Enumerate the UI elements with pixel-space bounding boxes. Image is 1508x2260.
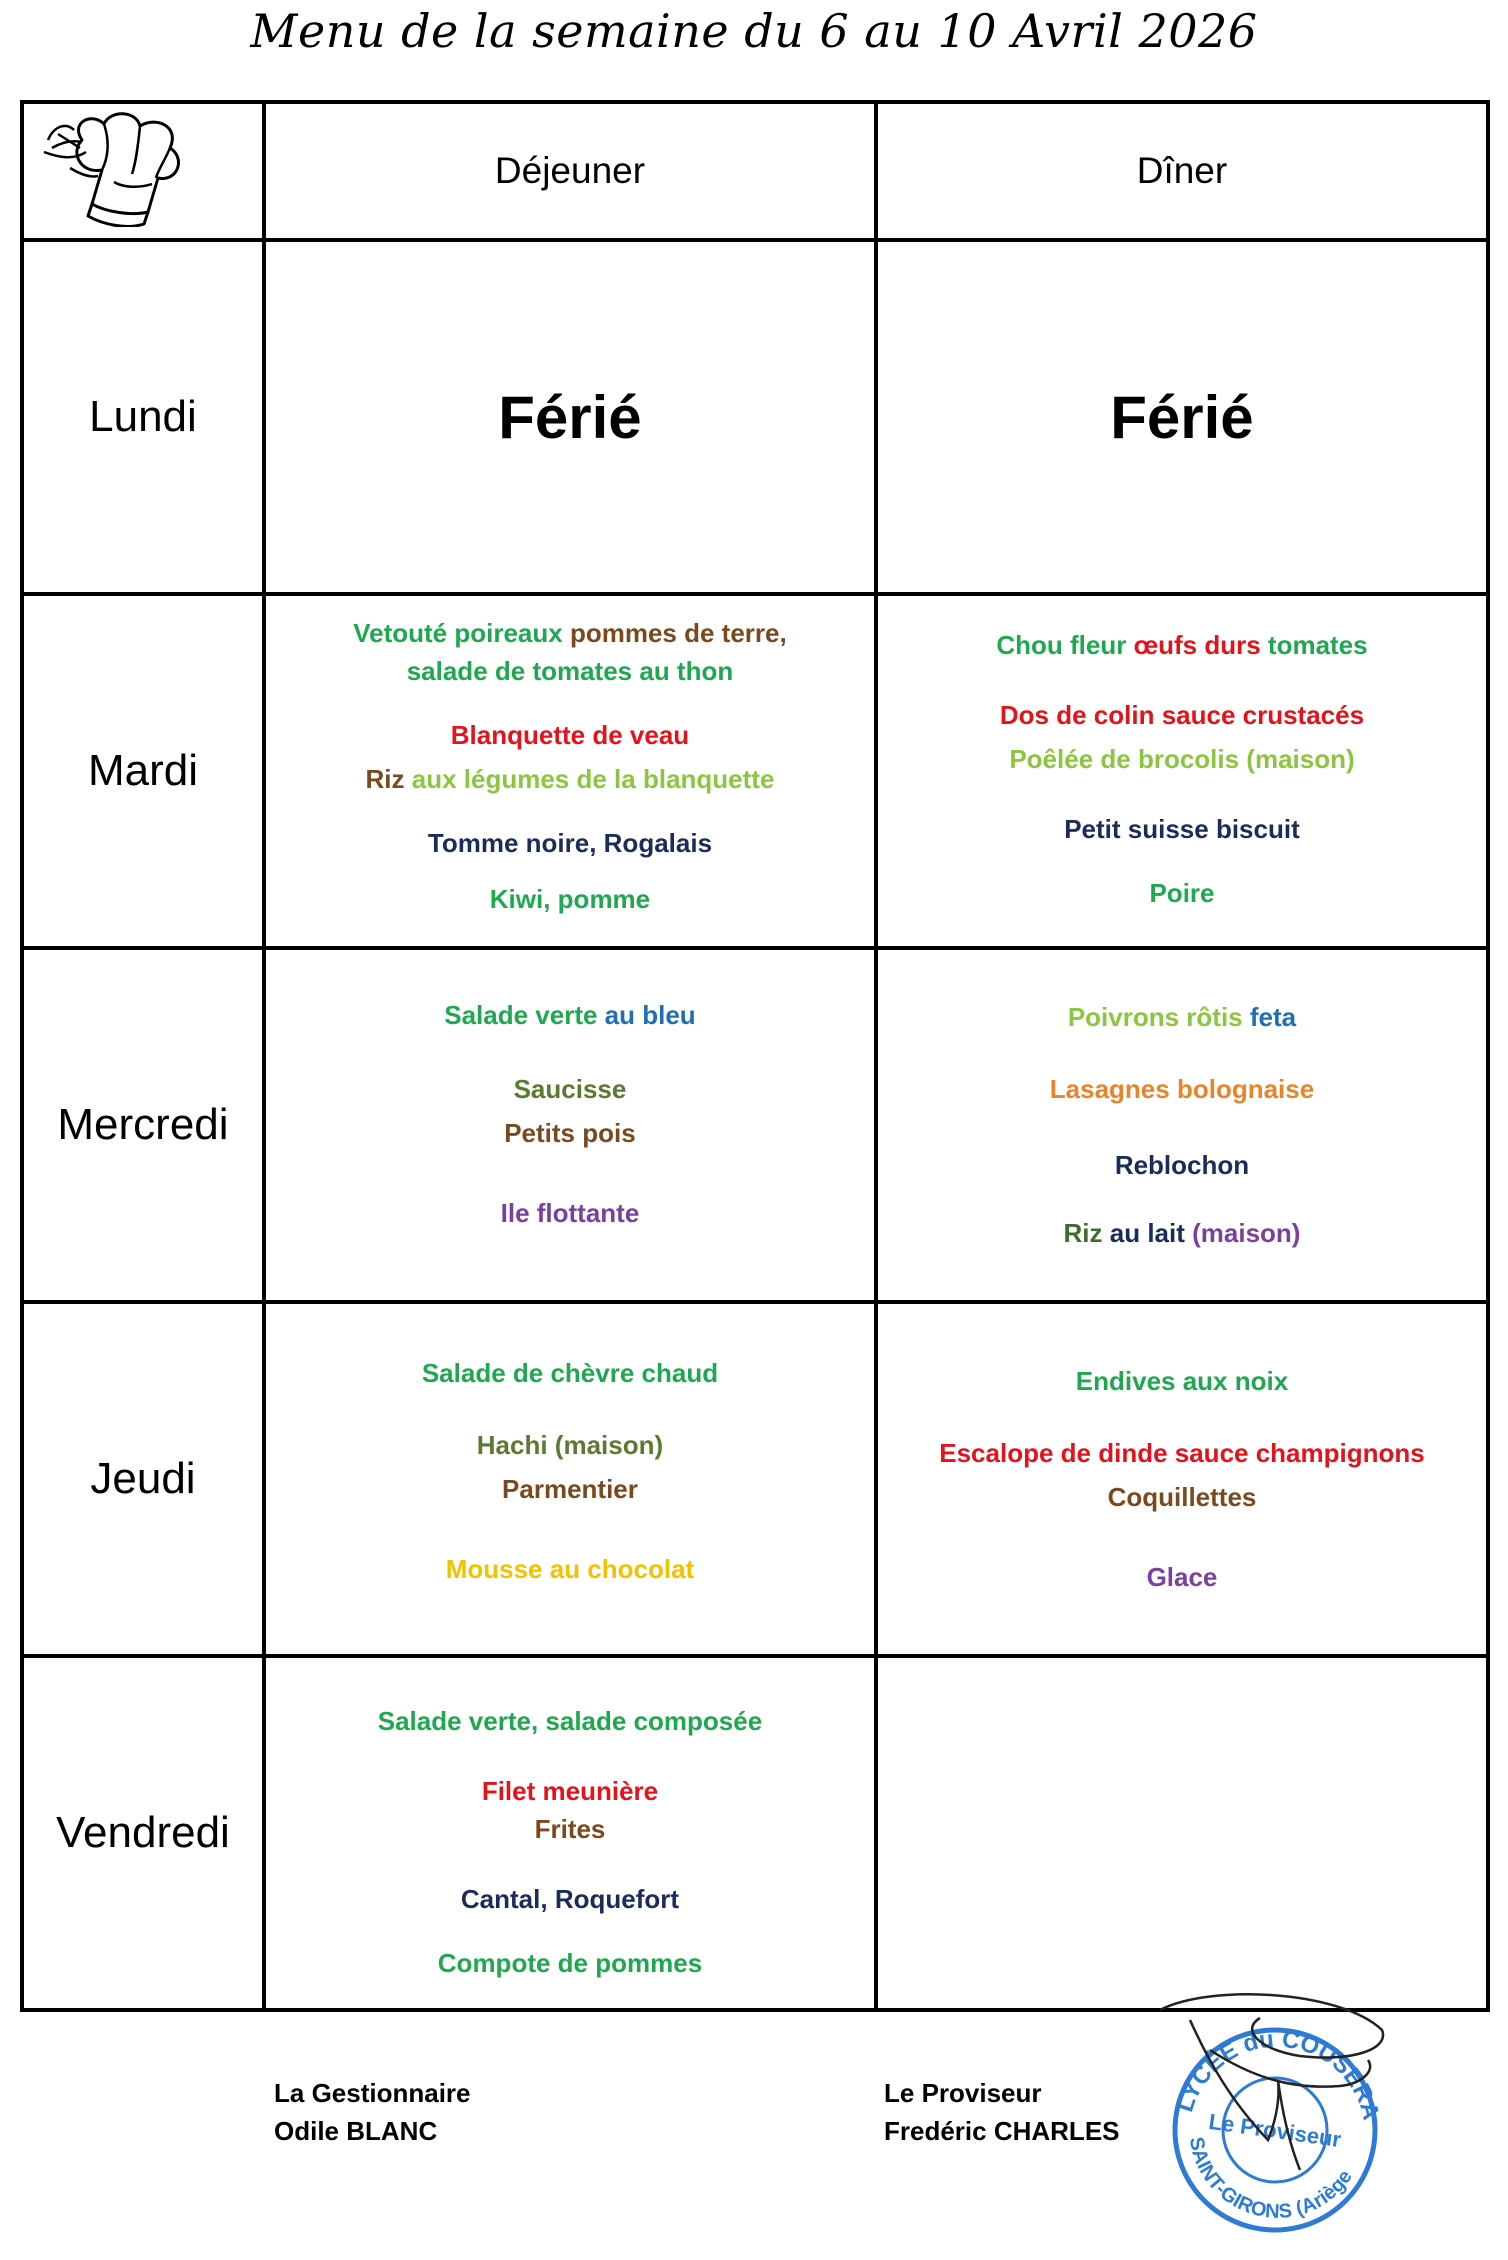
day-cell-monday xyxy=(22,240,264,594)
menu-item: Coquillettes xyxy=(1107,1482,1257,1512)
signature-role: La Gestionnaire xyxy=(274,2078,471,2108)
day-cell-thursday xyxy=(22,1302,264,1656)
menu-item: Poêlée de brocolis (maison) xyxy=(1009,744,1355,774)
menu-line xyxy=(274,996,866,1034)
menu-item: Petits pois xyxy=(504,1118,636,1148)
signature-role: Le Proviseur xyxy=(884,2078,1042,2108)
menu-item: salade de tomates au thon xyxy=(406,656,734,686)
menu-item: Chou fleur xyxy=(996,630,1134,660)
signature-name: Fredéric CHARLES xyxy=(884,2116,1120,2146)
menu-item: Dos de colin sauce crustacés xyxy=(999,700,1365,730)
official-stamp xyxy=(1150,1990,1400,2250)
header-dinner xyxy=(876,102,1488,240)
day-cell-tuesday xyxy=(22,594,264,948)
day-cell-wednesday xyxy=(22,948,264,1302)
menu-item: Blanquette de veau xyxy=(450,720,690,750)
menu-item: feta xyxy=(1249,1002,1297,1032)
thursday-lunch-cell xyxy=(264,1302,876,1656)
signature-gestionnaire xyxy=(274,2074,471,2150)
header-row xyxy=(22,102,1488,240)
day-label-wednesday: Mercredi xyxy=(57,1100,229,1149)
menu-line xyxy=(274,614,866,652)
menu-item: Cantal, Roquefort xyxy=(460,1884,680,1914)
day-row-wednesday xyxy=(22,948,1488,1302)
wednesday-lunch-cell xyxy=(264,948,876,1302)
menu-item: Kiwi, pomme xyxy=(489,884,651,914)
header-dinner-label: Dîner xyxy=(1136,150,1228,191)
signature-proviseur xyxy=(884,2074,1120,2150)
menu-item: Poivrons rôtis xyxy=(1067,1002,1250,1032)
menu-item: Endives aux noix xyxy=(1075,1366,1289,1396)
day-row-tuesday xyxy=(22,594,1488,948)
menu-item: Mousse au chocolat xyxy=(445,1554,695,1584)
menu-item: Escalope de dinde sauce champignons xyxy=(939,1438,1425,1468)
monday-dinner-holiday: Férié xyxy=(1110,383,1254,451)
menu-item: œufs durs xyxy=(1133,630,1268,660)
menu-item: Saucisse xyxy=(513,1074,627,1104)
menu-item: Tomme noire, Rogalais xyxy=(427,828,713,858)
menu-item: Salade verte, salade composée xyxy=(377,1706,763,1736)
monday-lunch-cell xyxy=(264,240,876,594)
day-cell-friday xyxy=(22,1656,264,2010)
thursday-dinner-cell xyxy=(876,1302,1488,1656)
menu-item: Ile flottante xyxy=(500,1198,640,1228)
menu-item: aux légumes de la blanquette xyxy=(411,764,775,794)
menu-item: tomates xyxy=(1267,630,1368,660)
svg-text:LYCÉE du COUSERANS: LYCÉE du COUSERANS xyxy=(1171,2025,1385,2123)
menu-line xyxy=(886,998,1478,1036)
menu-item: Compote de pommes xyxy=(437,1948,703,1978)
day-row-thursday xyxy=(22,1302,1488,1656)
wednesday-dinner-cell xyxy=(876,948,1488,1302)
menu-line xyxy=(886,626,1478,664)
svg-text:SAINT-GIRONS (Ariège): SAINT-GIRONS (Ariège) xyxy=(1184,2135,1357,2223)
signature-name: Odile BLANC xyxy=(274,2116,438,2146)
header-lunch xyxy=(264,102,876,240)
svg-text:Le Proviseur: Le Proviseur xyxy=(1207,2108,1343,2153)
menu-item: Frites xyxy=(534,1814,606,1844)
menu-line xyxy=(274,760,866,798)
day-label-monday: Lundi xyxy=(89,392,197,441)
tuesday-dinner-cell xyxy=(876,594,1488,948)
friday-lunch-cell xyxy=(264,1656,876,2010)
page-title: Menu de la semaine du 6 au 10 Avril 2026 xyxy=(250,4,1258,58)
menu-item: Filet meunière xyxy=(481,1776,659,1806)
menu-item: Petit suisse biscuit xyxy=(1064,814,1300,844)
header-lunch-label: Déjeuner xyxy=(494,150,646,191)
day-row-friday xyxy=(22,1656,1488,2010)
chef-hat-icon xyxy=(40,112,200,227)
day-label-tuesday: Mardi xyxy=(87,746,198,795)
menu-item: Glace xyxy=(1146,1562,1218,1592)
menu-item: au lait xyxy=(1109,1218,1193,1248)
menu-item: (maison) xyxy=(1192,1218,1301,1248)
menu-item: Poire xyxy=(1149,878,1215,908)
day-label-friday: Vendredi xyxy=(56,1808,230,1857)
monday-dinner-cell xyxy=(876,240,1488,594)
monday-lunch-holiday: Férié xyxy=(498,383,642,451)
menu-line xyxy=(886,1214,1478,1252)
menu-item: Vetouté poireaux xyxy=(353,618,570,648)
menu-item: au bleu xyxy=(604,1000,696,1030)
menu-item: Parmentier xyxy=(502,1474,638,1504)
menu-item: Lasagnes bolognaise xyxy=(1049,1074,1315,1104)
tuesday-lunch-cell xyxy=(264,594,876,948)
menu-item: Salade de chèvre chaud xyxy=(421,1358,719,1388)
day-label-thursday: Jeudi xyxy=(90,1454,196,1503)
menu-item: pommes de terre, xyxy=(569,618,787,648)
menu-item: Reblochon xyxy=(1114,1150,1250,1180)
menu-table xyxy=(20,100,1490,2012)
friday-dinner-cell xyxy=(876,1656,1488,2010)
menu-item: Riz xyxy=(365,764,412,794)
menu-item: Salade verte xyxy=(444,1000,605,1030)
menu-item: Hachi (maison) xyxy=(476,1430,664,1460)
day-row-monday xyxy=(22,240,1488,594)
menu-item: Riz xyxy=(1063,1218,1110,1248)
